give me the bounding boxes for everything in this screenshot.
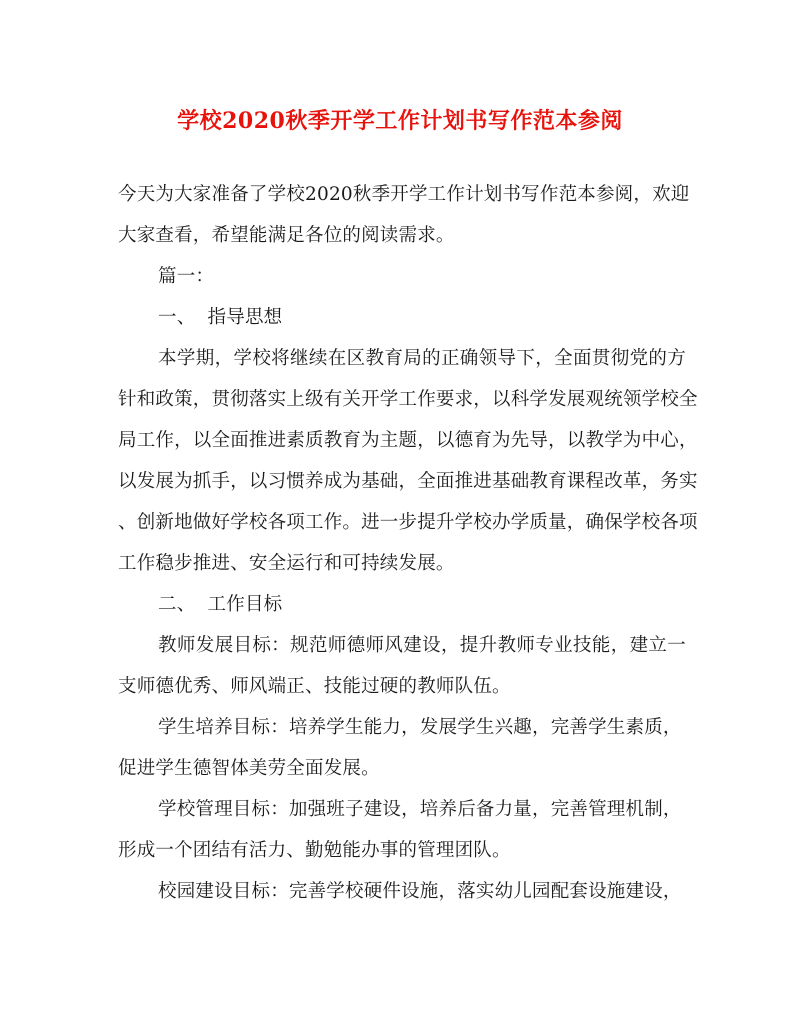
- paragraph-line: 针和政策，贯彻落实上级有关开学工作要求，以科学发展观统领学校全: [118, 389, 698, 410]
- paragraph-line: 支师德优秀、师风端正、技能过硬的教师队伍。: [118, 676, 511, 697]
- paragraph-line: 、创新地做好学校各项工作。进一步提升学校办学质量，确保学校各项: [118, 512, 698, 533]
- paragraph-line: 工作稳步推进、安全运行和可持续发展。: [118, 553, 455, 574]
- paragraph-line: 校园建设目标：完善学校硬件设施，落实幼儿园配套设施建设，: [158, 881, 682, 902]
- paragraph-line: 学校管理目标：加强班子建设，培养后备力量，完善管理机制，: [158, 799, 682, 820]
- document-title: 学校2020秋季开学工作计划书写作范本参阅: [177, 108, 623, 134]
- paragraph-line: 局工作，以全面推进素质教育为主题，以德育为先导，以教学为中心，: [118, 430, 698, 451]
- paragraph-line: 学生培养目标：培养学生能力，发展学生兴趣，完善学生素质，: [158, 717, 682, 738]
- section-heading: 一、 指导思想: [158, 307, 283, 328]
- paragraph-line: 形成一个团结有活力、勤勉能办事的管理团队。: [118, 840, 511, 861]
- paragraph-line: 本学期，学校将继续在区教育局的正确领导下，全面贯彻党的方: [158, 348, 686, 369]
- section-label: 篇一：: [158, 266, 215, 287]
- paragraph-line: 教师发展目标：规范师德师风建设，提升教师专业技能，建立一: [158, 635, 686, 656]
- section-heading: 二、 工作目标: [158, 594, 283, 615]
- paragraph-line: 今天为大家准备了学校2020秋季开学工作计划书写作范本参阅，欢迎: [118, 184, 690, 205]
- paragraph-line: 促进学生德智体美劳全面发展。: [118, 758, 380, 779]
- paragraph-line: 大家查看，希望能满足各位的阅读需求。: [118, 225, 455, 246]
- paragraph-line: 以发展为抓手，以习惯养成为基础，全面推进基础教育课程改革，务实: [118, 471, 698, 492]
